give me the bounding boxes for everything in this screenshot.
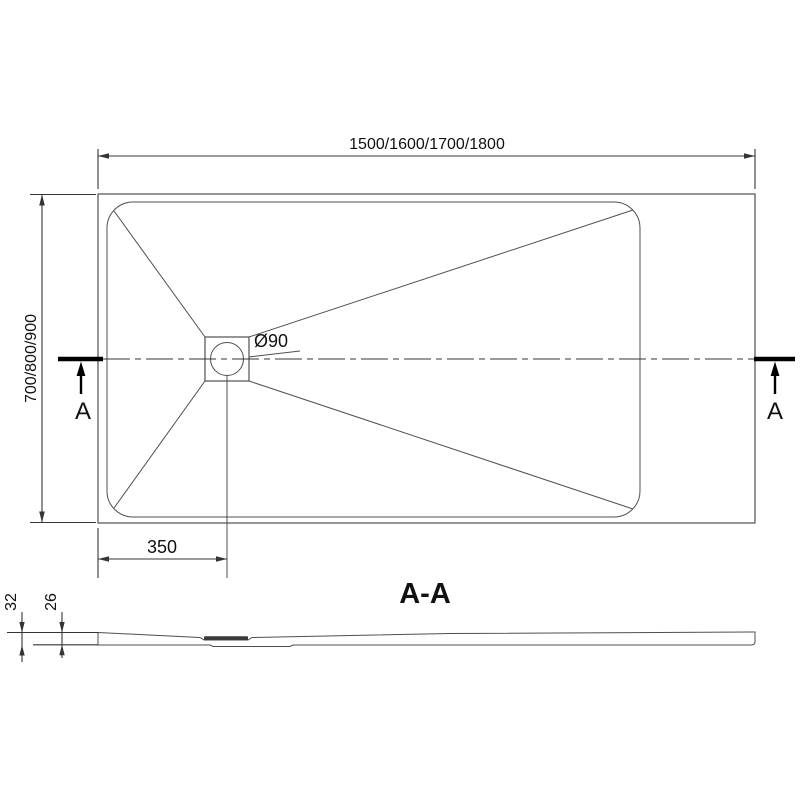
width-dimension-label: 1500/1600/1700/1800	[349, 136, 505, 153]
offset-dimension-label: 350	[146, 537, 178, 557]
depth-dim-arrow-top	[39, 195, 45, 206]
edge-height-label: 32	[3, 593, 20, 611]
width-dim-arrow-left	[98, 153, 109, 159]
offset-dim-arrow-right	[216, 556, 227, 562]
section-label-left: A	[74, 398, 92, 425]
slope-line-bottom-right	[249, 381, 633, 509]
section-profile	[98, 632, 755, 647]
section-label-right: A	[766, 398, 784, 425]
plan-view	[23, 136, 795, 578]
edge-height-arrow-top	[19, 622, 24, 633]
body-height-label: 26	[43, 593, 60, 611]
body-height-arrow-top	[59, 622, 64, 633]
depth-dimension-label: 700/800/900	[23, 314, 40, 403]
edge-height-arrow-bottom	[19, 645, 24, 656]
section-arrow-right-head	[771, 362, 780, 377]
section-drain-cover	[204, 636, 248, 640]
offset-dim-arrow-left	[98, 556, 109, 562]
drain-diameter-leader	[249, 351, 300, 357]
body-height-arrow-bottom	[59, 645, 64, 656]
depth-dim-arrow-bottom	[39, 512, 45, 523]
slope-line-top-left	[114, 211, 205, 337]
width-dim-arrow-right	[744, 153, 755, 159]
section-arrow-left-head	[77, 362, 86, 377]
section-view	[3, 578, 755, 662]
slope-line-bottom-left	[114, 381, 205, 508]
section-title: A-A	[399, 578, 451, 610]
drain-diameter-label: Ø90	[254, 331, 289, 351]
slope-line-top-right	[249, 210, 633, 337]
